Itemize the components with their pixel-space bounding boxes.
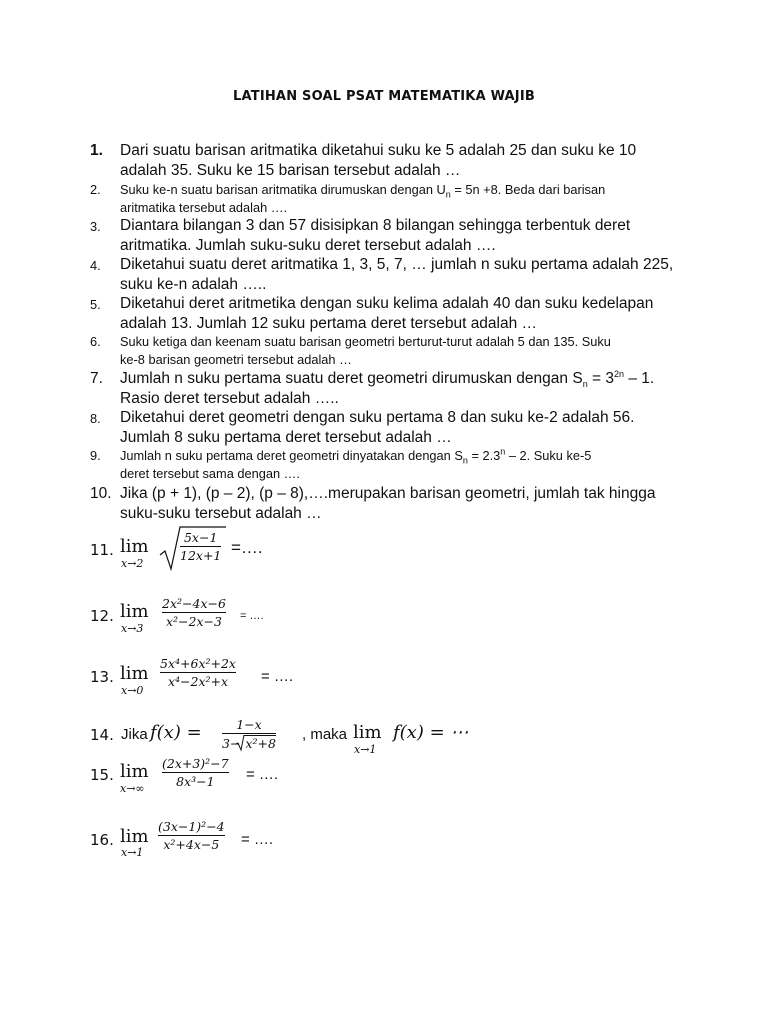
question-text-line: Jika (p + 1), (p – 2), (p – 8),….merupakan barisan geometri, jumlah tak hingga (120, 485, 656, 502)
fraction (222, 717, 276, 751)
question-number: 8. (90, 411, 101, 426)
question-number: 12. (90, 607, 114, 625)
equals-dots: =…. (231, 538, 263, 557)
limit-subscript: x→∞ (120, 782, 145, 795)
question-text-line: suku ke-n adalah ….. (120, 276, 267, 293)
numerator: (3x−1)²−4 (158, 819, 225, 834)
question-text-line: aritmatika tersebut adalah …. (120, 200, 288, 215)
limit-operator: lim (353, 722, 382, 743)
fraction (162, 756, 229, 789)
question-number: 1. (90, 142, 103, 159)
numerator: 2x²−4x−6 (162, 596, 226, 611)
question-number: 10. (90, 485, 112, 502)
numerator: 5x⁴+6x²+2x (160, 656, 236, 671)
question-number: 4. (90, 258, 101, 273)
denominator: x²+4x−5 (163, 837, 220, 852)
limit-subscript: x→1 (354, 743, 377, 756)
numerator: 5x−1 (183, 530, 218, 545)
equals-dots: f(x) = ⋯ (393, 722, 469, 743)
question-number: 9. (90, 448, 101, 463)
question-number: 2. (90, 182, 101, 197)
numerator: 1−x (236, 717, 262, 732)
equals-dots: = …. (241, 831, 274, 848)
question-number: 3. (90, 219, 101, 234)
denominator: 3− x²+8 (222, 736, 276, 751)
question-text-line: Diketahui suatu deret aritmatika 1, 3, 5, 7, … jumlah n suku pertama adalah 225, (120, 256, 674, 273)
fraction (180, 530, 221, 563)
fraction (162, 596, 226, 629)
question-text-line: suku-suku tersebut adalah … (120, 505, 322, 522)
function-expression: f(x) = (150, 722, 202, 743)
question-number: 16. (90, 831, 114, 849)
question-text-line: Diketahui deret geometri dengan suku pertama 8 dan suku ke-2 adalah 56. (120, 409, 635, 426)
question-number: 7. (90, 370, 103, 387)
question-prefix: Jika (121, 726, 148, 743)
fraction (158, 819, 225, 852)
limit-operator: lim (120, 601, 149, 622)
question-number: 13. (90, 668, 114, 686)
question-text-line: Jumlah 8 suku pertama deret tersebut adalah … (120, 429, 452, 446)
question-text-line: deret tersebut sama dengan …. (120, 466, 300, 481)
question-text-line: ke-8 barisan geometri tersebut adalah … (120, 352, 352, 367)
limit-subscript: x→3 (121, 622, 144, 635)
limit-subscript: x→0 (121, 684, 144, 697)
question-text-line: Diantara bilangan 3 dan 57 disisipkan 8 bilangan sehingga terbentuk deret (120, 217, 631, 234)
question-text-line: Dari suatu barisan aritmatika diketahui suku ke 5 adalah 25 dan suku ke 10 (120, 142, 637, 159)
question-text-line: Jumlah n suku pertama suatu deret geometri dirumuskan dengan $S_n = 3^{2n} - 1$. (120, 368, 655, 390)
equals-dots: = …. (261, 668, 294, 685)
question-connector: , maka (302, 726, 348, 743)
denominator: 12x+1 (180, 548, 222, 563)
denominator: x⁴−2x²+x (167, 674, 229, 689)
equals-dots: = …. (246, 766, 279, 783)
limit-operator: lim (120, 761, 149, 782)
question-text-line: adalah 35. Suku ke 15 barisan tersebut adalah … (120, 162, 461, 179)
limit-subscript: x→2 (121, 557, 144, 570)
page-title: LATIHAN SOAL PSAT MATEMATIKA WAJIB (233, 89, 535, 104)
equals-dots: = …. (240, 610, 264, 622)
question-number: 6. (90, 334, 101, 349)
question-text-line: Suku ke-n suatu barisan aritmatika dirumuskan dengan $U_n = 5n +8$. Beda dari barisan (120, 182, 606, 200)
question-text-line: Diketahui deret aritmetika dengan suku kelima adalah 40 dan suku kedelapan (120, 295, 654, 312)
question-text-line: aritmatika. Jumlah suku-suku deret tersebut adalah …. (120, 237, 496, 254)
denominator: 8x³−1 (176, 774, 215, 789)
denominator: x²−2x−3 (165, 614, 222, 629)
numerator: (2x+3)²−7 (162, 756, 229, 771)
question-number: 5. (90, 297, 101, 312)
question-text-line: adalah 13. Jumlah 12 suku pertama deret tersebut adalah … (120, 315, 538, 332)
question-text-line: Jumlah n suku pertama deret geometri dinyatakan dengan $S_n = 2.3^n - 2$. Suku ke-5 (120, 446, 592, 466)
question-text-line: Rasio deret tersebut adalah ….. (120, 390, 339, 407)
limit-subscript: x→1 (121, 846, 144, 859)
limit-operator: lim (120, 663, 149, 684)
fraction (160, 656, 236, 689)
question-number: 15. (90, 766, 114, 784)
question-number: 14. (90, 726, 114, 744)
question-text-line: Suku ketiga dan keenam suatu barisan geometri berturut-turut adalah 5 dan 135. Suku (120, 334, 611, 349)
limit-operator: lim (120, 826, 149, 847)
question-number: 11. (90, 541, 114, 559)
limit-operator: lim (120, 536, 149, 557)
